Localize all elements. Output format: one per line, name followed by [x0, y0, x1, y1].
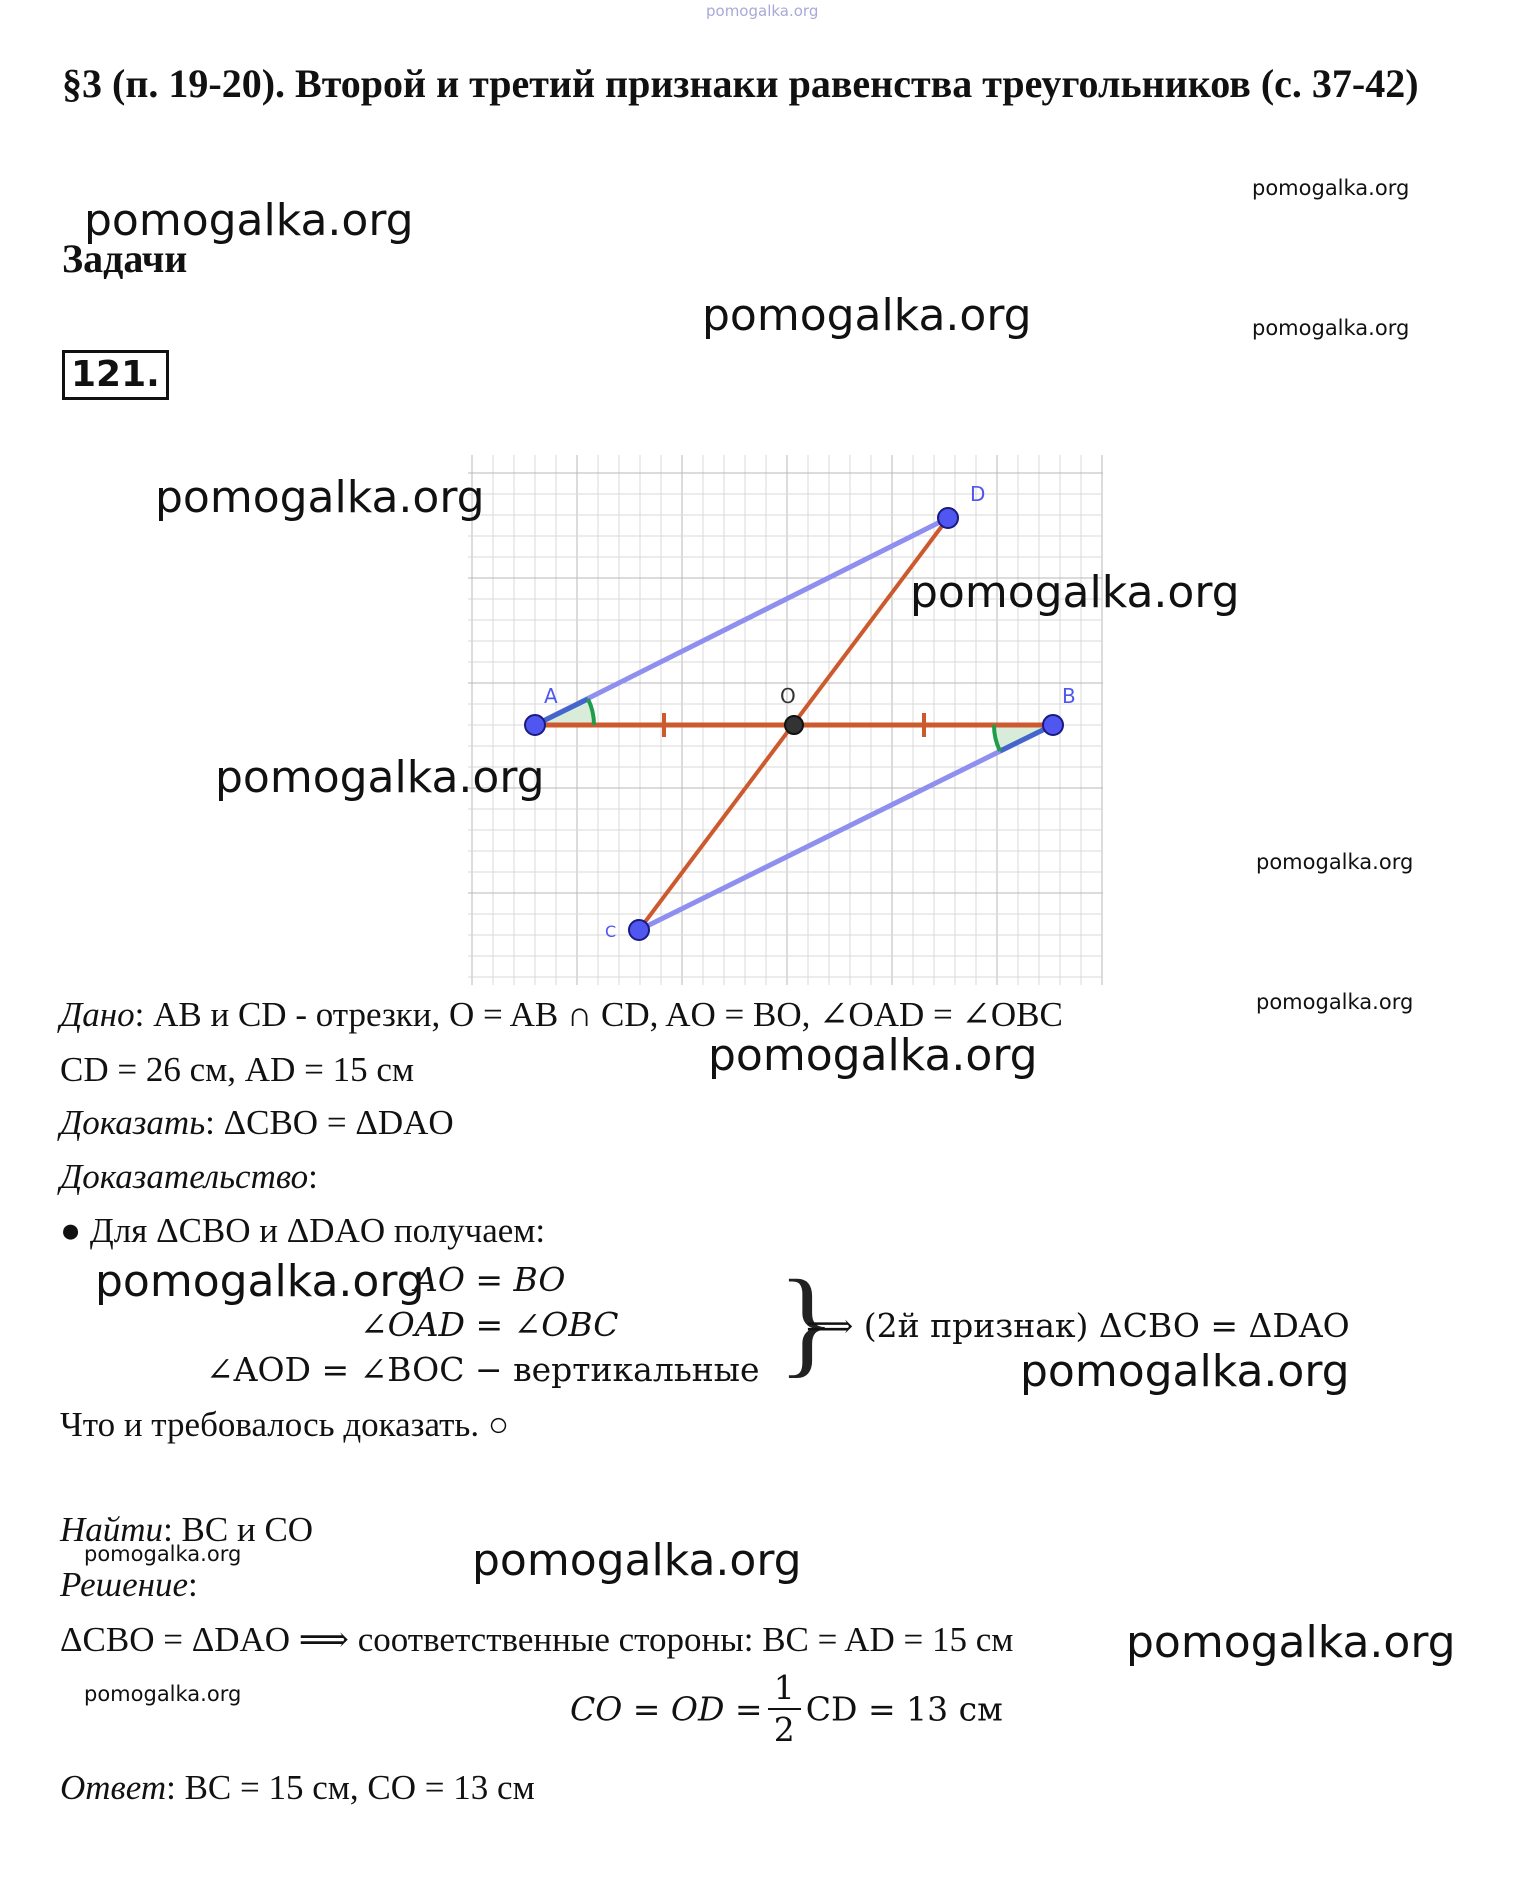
- watermark: pomogalka.org: [84, 1682, 242, 1706]
- step-2-left: CO = OD =: [570, 1689, 763, 1729]
- watermark: pomogalka.org: [708, 1030, 1038, 1081]
- step-2-right: CD = 13 см: [805, 1689, 1003, 1729]
- proof-colon: :: [308, 1157, 318, 1196]
- answer-text: : BC = 15 см, CO = 13 см: [166, 1768, 535, 1807]
- label-c: C: [605, 922, 617, 941]
- step-1: ΔCBO = ΔDAO ⟹ соответственные стороны: BC = AD = 15 см: [60, 1620, 1014, 1659]
- section-subtitle: Задачи: [62, 236, 188, 281]
- page-title: §3 (п. 19-20). Второй и третий признаки равенства треугольников (с. 37-42): [62, 61, 1419, 106]
- prove-text: : ΔCBO = ΔDAO: [205, 1103, 454, 1142]
- watermark: pomogalka.org: [84, 1542, 242, 1566]
- point-b: [1043, 715, 1063, 735]
- step-2: [570, 1668, 1003, 1750]
- watermark: pomogalka.org: [702, 290, 1032, 341]
- answer-line: [60, 1768, 535, 1808]
- watermark: pomogalka.org: [215, 752, 545, 803]
- condition-3: ∠AOD = ∠BOC − вертикальные: [206, 1350, 760, 1389]
- watermark: pomogalka.org: [910, 567, 1240, 618]
- watermark: pomogalka.org: [1256, 990, 1414, 1014]
- prove-line: [60, 1103, 454, 1143]
- solution-heading: [60, 1565, 198, 1605]
- find-text: : BC и CO: [163, 1510, 314, 1549]
- proof-heading: [60, 1157, 318, 1197]
- label-b: B: [1062, 684, 1076, 708]
- label-d: D: [970, 482, 986, 506]
- solution-label: Решение: [60, 1565, 189, 1604]
- watermark: pomogalka.org: [1020, 1346, 1350, 1397]
- bullet-line: ● Для ΔCBO и ΔDAO получаем:: [60, 1211, 546, 1250]
- find-label: Найти: [60, 1510, 164, 1549]
- fraction-denominator: 2: [773, 1710, 795, 1749]
- top-watermark: pomogalka.org: [706, 2, 819, 20]
- fraction: [768, 1668, 801, 1750]
- segment-cb: [639, 725, 1053, 930]
- watermark: pomogalka.org: [1126, 1617, 1456, 1668]
- fraction-numerator: 1: [768, 1668, 801, 1710]
- solution-colon: :: [188, 1565, 198, 1604]
- watermark: pomogalka.org: [1256, 850, 1414, 874]
- geometry-figure: [468, 455, 1103, 985]
- condition-2: ∠OAD = ∠OBC: [360, 1305, 619, 1344]
- watermark: pomogalka.org: [1252, 176, 1410, 200]
- prove-label: Доказать: [60, 1103, 206, 1142]
- problem-number: 121.: [62, 350, 169, 400]
- given-values: CD = 26 см, AD = 15 см: [60, 1050, 415, 1089]
- point-a: [525, 715, 545, 735]
- label-a: A: [544, 684, 558, 708]
- right-brace: }: [778, 1255, 836, 1388]
- condition-1: AO = BO: [414, 1260, 566, 1299]
- point-c: [629, 920, 649, 940]
- given-line: [60, 995, 1063, 1035]
- watermark: pomogalka.org: [84, 195, 414, 246]
- watermark: pomogalka.org: [472, 1535, 802, 1586]
- watermark: pomogalka.org: [95, 1256, 425, 1307]
- segment-ad: [535, 518, 948, 725]
- implication: ⟹ (2й признак) ΔCBO = ΔDAO: [806, 1306, 1350, 1345]
- watermark: pomogalka.org: [155, 472, 485, 523]
- answer-label: Ответ: [60, 1768, 167, 1807]
- given-label: Дано: [60, 995, 135, 1034]
- given-text: : AB и CD - отрезки, O = AB ∩ CD, AO = BO, ∠OAD = ∠OBC: [134, 995, 1063, 1034]
- watermark: pomogalka.org: [1252, 316, 1410, 340]
- point-d: [938, 508, 958, 528]
- qed-line: Что и требовалось доказать. ○: [60, 1405, 510, 1444]
- label-o: O: [780, 684, 796, 708]
- point-o: [785, 716, 803, 734]
- proof-label: Доказательство: [60, 1157, 309, 1196]
